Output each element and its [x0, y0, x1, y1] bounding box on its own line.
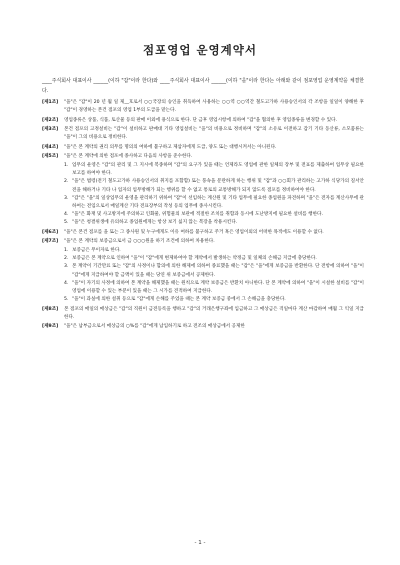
article-text: "을"은 납부금으로서 매상금의 ○%를 "갑"에게 납입하기로 하고 전조의 매상금에서 공제한 [64, 324, 245, 330]
clause-text: "을"은 화재 및 사고방지에 주의하고 인화물, 위험물의 보관에 적절한 조치를 취함과 동시에 도난방지에 필요한 설비를 행한다. [72, 212, 323, 218]
article-text: "을"은 본건 점포를 을 또는 그 종사원 및 누구에게도 이유 여하를 불구하고 주거 혹은 영업이외의 어떠한 목적에도 이용할 수 없다. [64, 229, 324, 235]
clause-item [64, 296, 364, 304]
article [42, 99, 364, 115]
article-label: [제8조] [42, 306, 59, 312]
article [42, 238, 364, 304]
article-label: [제6조] [42, 229, 59, 235]
clause-number: 1. [64, 248, 69, 254]
article-text: 본 점포의 매일의 매상금은 "갑"의 직원이 금전등록을 행하고 "갑"의 거래은행구좌에 입금하고 그 매상금은 격일마다 계산 마감하여 매월 그 익일 지급한다. [64, 306, 364, 320]
article [42, 323, 364, 331]
clause-text: "을"은 청결위생에 유의하고 종업원에게는 항상 보기 싫지 않는 복장을 착용시킨다. [72, 220, 238, 226]
article [42, 306, 364, 322]
clause-number: 3. [64, 195, 69, 201]
clause-item [64, 211, 364, 219]
article-label: [제3조] [42, 127, 59, 133]
article [42, 126, 364, 142]
article-text: "을"은 "갑"이 20 년 월 일 제__호로서 ○○국장의 승인을 취득하여 사용하는 ○○역 ○○역간 철도고가하 사용승인서의 각 조항을 일일이 양해한 후 "갑"이 경영하는 본건 점포의 영업 1부의 도급을 맡는다. [64, 100, 364, 114]
clause-number: 3. [64, 264, 69, 270]
article-text: "을"은 본 계약의 권리 의무를 명의의 여하에 불구하고 제삼자에게 도급, 양도 또는 대행시켜서는 아니된다. [64, 144, 277, 150]
clause-text: "을"이 과실에 의한 설취 등으로 "갑"에게 손해를 주었을 때는 본 계약 보증금 중에서 그 손해금을 충당한다. [72, 297, 286, 303]
clause-number: 4. [64, 212, 69, 218]
document-title: 점포영업 운영계약서 [143, 43, 257, 57]
articles-list [42, 99, 364, 333]
article [42, 117, 364, 125]
article-text: "을"은 본 계약의 보증금으로서 금 ○○○원을 하기 조건에 의하여 차용한다. [64, 239, 215, 245]
page-number: - 1 - [194, 540, 206, 546]
clause-item [64, 263, 364, 279]
clause-text: 본 계약이 기간만료 또는 "갑"의 사정이나 합의에 의한 해제에 의하여 종료했을 때는 "갑"은 "을"에게 보증금을 반환한다. 단 전항에 의하여 "을"이 "갑"에게 지급하여야 할 금액이 있을 때는 당연 위 보증금에서 공제한다. [72, 264, 364, 278]
clause-item [64, 178, 364, 194]
clause-text: "을"이 자기의 사정에 의하여 본 계약을 해제했을 때는 원칙으로 계약 보증금은 반환치 아니한다. 단 본 계약에 의하여 "을"이 시설한 설비를 "갑"이 영업에 이용할 수 있는 부분이 있을 때는 그 시가를 견적하여 지급한다. [72, 280, 364, 295]
clause-text: 보증금은 무이자로 한다. [72, 248, 121, 254]
clause-item [64, 219, 364, 227]
clause-item [64, 247, 364, 255]
contract-intro: ____주식회사 대표이사 ______(이하 "갑"이라 한다)와 ____주식회사 대표이사 ______(이하 "을"이라 한다는 아래와 같이 점포영업 운영계약을 체결한다. [42, 78, 364, 94]
article-label: [제9조] [42, 324, 59, 330]
article [42, 153, 364, 227]
article-label: [제5조] [42, 154, 59, 160]
clause-number: 4. [64, 280, 69, 286]
clause-text: 보증금은 본 계약으로 인하여 "을"이 "갑"에게 변제하여야 할 계약에서 발생하는 약정금 및 일체의 손해금 지급에 충당한다. [72, 256, 317, 262]
article [42, 144, 364, 152]
clause-number: 5. [64, 297, 69, 303]
article-label: [제4조] [42, 144, 59, 150]
clause-item [64, 162, 364, 178]
clause-text: "을"은 법령(전기 철도고가하 사용승인서의 취지를 포함함) 또는 풍속을 문란하게 하는 행위 및 "갑"과 ○○회가 관리하는 고가하 식당가의 질서안전을 해하거나 기타 나 업자의 업무방해가 되는 행위를 할 수 없고 통로의 교통방해가 되지 않도록 점포를 정비하여야 한다. [72, 179, 364, 193]
clause-number: 2. [64, 179, 69, 185]
article-clause-list [64, 247, 364, 304]
article [42, 229, 364, 237]
clause-number: 2. [64, 256, 69, 262]
article-label: [제1조] [42, 100, 59, 105]
article-text: 영업종류은 상품, 식품, 토산물 등의 판매 이외에 용식으로 한다. 단 금후 영업시항에 의하여 "갑"을 협의한 후 영업종류을 변경할 수 있다. [64, 117, 338, 123]
clause-item [64, 255, 364, 263]
clause-item [64, 195, 364, 211]
clause-item [64, 280, 364, 296]
article-label: [제2조] [42, 117, 59, 123]
clause-text: 업무의 운영은 "갑"의 관리 및 그 지시에 복종하며 "갑"의 요구가 있을 때는 언제라도 영업에 관한 일체의 장부 및 전표를 제출하여 업무상 필요한 보고를 하여야 한다. [72, 163, 364, 177]
clause-text: "갑"은 "을"의 일상업무의 운영을 관리하기 위하여 "갑"이 선임하는 계산원 및 기타 업무에 필요한 종업원을 파견하며 "을"은 전자를 계산사무에 관하여는 전임으로서 매일계산 기타 전표장부의 작성 등의 업무에 종사시킨다. [72, 195, 364, 210]
article-clause-list [64, 162, 364, 228]
article-text: "을"은 본 계약에 의한 점포에 종사하고 다음의 사항을 준수한다. [64, 154, 193, 160]
article-text: 본건 점포의 고정설비는 "갑"이 설비하고 판매대 기타 영업설비는 "을"의 비용으로 정비하며 "갑"의 소유로 이전하고 갑기 기타 동산류, 소모품류는 "을"이 그의 비용으로 정비한다. [64, 127, 364, 141]
article-label: [제7조] [42, 239, 59, 245]
clause-number: 1. [64, 163, 69, 168]
clause-number: 5. [64, 220, 69, 226]
